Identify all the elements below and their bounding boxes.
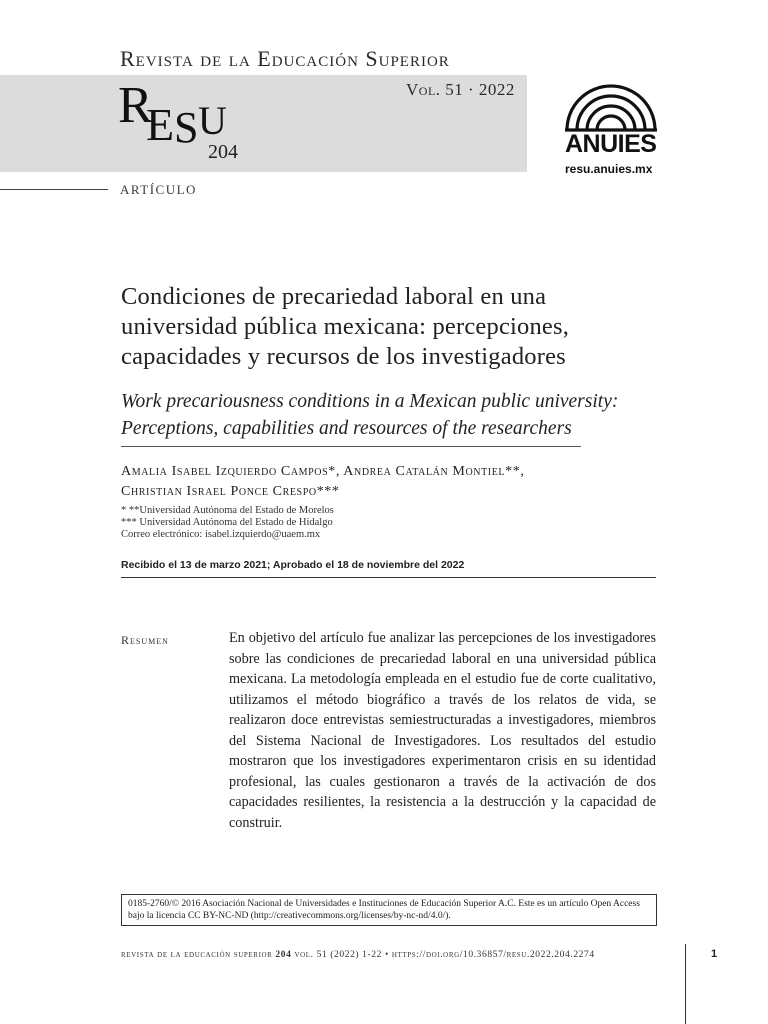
footer-issue: 204	[275, 950, 292, 960]
svg-text:S: S	[174, 103, 199, 152]
svg-text:E: E	[146, 99, 172, 150]
resu-logo-text: R	[118, 82, 149, 134]
affiliations	[121, 505, 621, 541]
journal-name: Revista de la Educación Superior	[120, 46, 450, 71]
article-title-en: Work precariousness conditions in a Mexican public university: Perceptions, capabilities and resources of the researchers	[121, 391, 619, 439]
abstract-text: En objetivo del artículo fue analizar las percepciones de los investigadores sobre las condiciones de precariedad laboral en una universidad pública mexicana. La metodología empleada en el estudio fue de corte cualitativo, utilizamos el método biográfico a través de los relatos de vida, se realizaron doce entrevistas semiestructuradas a investigadores, miembros del Sistema Nacional de Investigadores. Los resultados del estudio mostraron que los investigadores experimentaron crisis en su identidad profesional, las cuales gestionaron a través de la activación de dos capacidades resilientes, la resistencia a la destrucción y la capacidad de construir.	[229, 630, 656, 831]
contact-email[interactable]: Correo electrónico: isabel.izquierdo@uaem.mx	[121, 529, 321, 540]
dates-rule	[121, 577, 656, 578]
article-title-es: Condiciones de precariedad laboral en una universidad pública mexicana: percepciones, capacidades y recursos de los investigadores	[121, 283, 570, 370]
abstract-label: Resumen	[121, 633, 169, 647]
authors-line-1: Amalia Isabel Izquierdo Campos*, Andrea Catalán Montiel**,	[121, 464, 525, 479]
footer-details[interactable]: vol. 51 (2022) 1-22 • https://doi.org/10.36857/resu.2022.204.2274	[294, 950, 595, 960]
received-approved-dates: Recibido el 13 de marzo 2021; Aprobado el 18 de noviembre del 2022	[121, 559, 465, 571]
section-label: artículo	[120, 178, 197, 199]
title-rule	[121, 446, 581, 447]
license-notice: 0185-2760/© 2016 Asociación Nacional de Universidades e Instituciones de Educación Superior A.C. Este es un artículo Open Access bajo la licencia CC BY-NC-ND (http://creativecommons.org/licenses/by-nc-nd/4.0/).	[121, 894, 657, 926]
page-number: 1	[711, 948, 718, 960]
publisher-name: ANUIES	[565, 130, 657, 158]
svg-text:U: U	[198, 98, 227, 143]
anuies-logo-icon	[563, 48, 659, 140]
affiliation-1: * **Universidad Autónoma del Estado de Morelos	[121, 505, 334, 516]
publisher-url[interactable]: resu.anuies.mx	[565, 162, 653, 176]
authors	[121, 462, 661, 502]
section-rule	[0, 189, 108, 190]
footer-rule	[685, 944, 686, 1024]
volume-label: Vol. 51 · 2022	[406, 80, 515, 99]
footer-journal: revista de la educación superior	[121, 950, 273, 960]
affiliation-2: *** Universidad Autónoma del Estado de Hidalgo	[121, 517, 333, 528]
page-footer	[121, 950, 595, 960]
issue-number: 204	[208, 141, 238, 163]
authors-line-2: Christian Israel Ponce Crespo***	[121, 484, 340, 499]
